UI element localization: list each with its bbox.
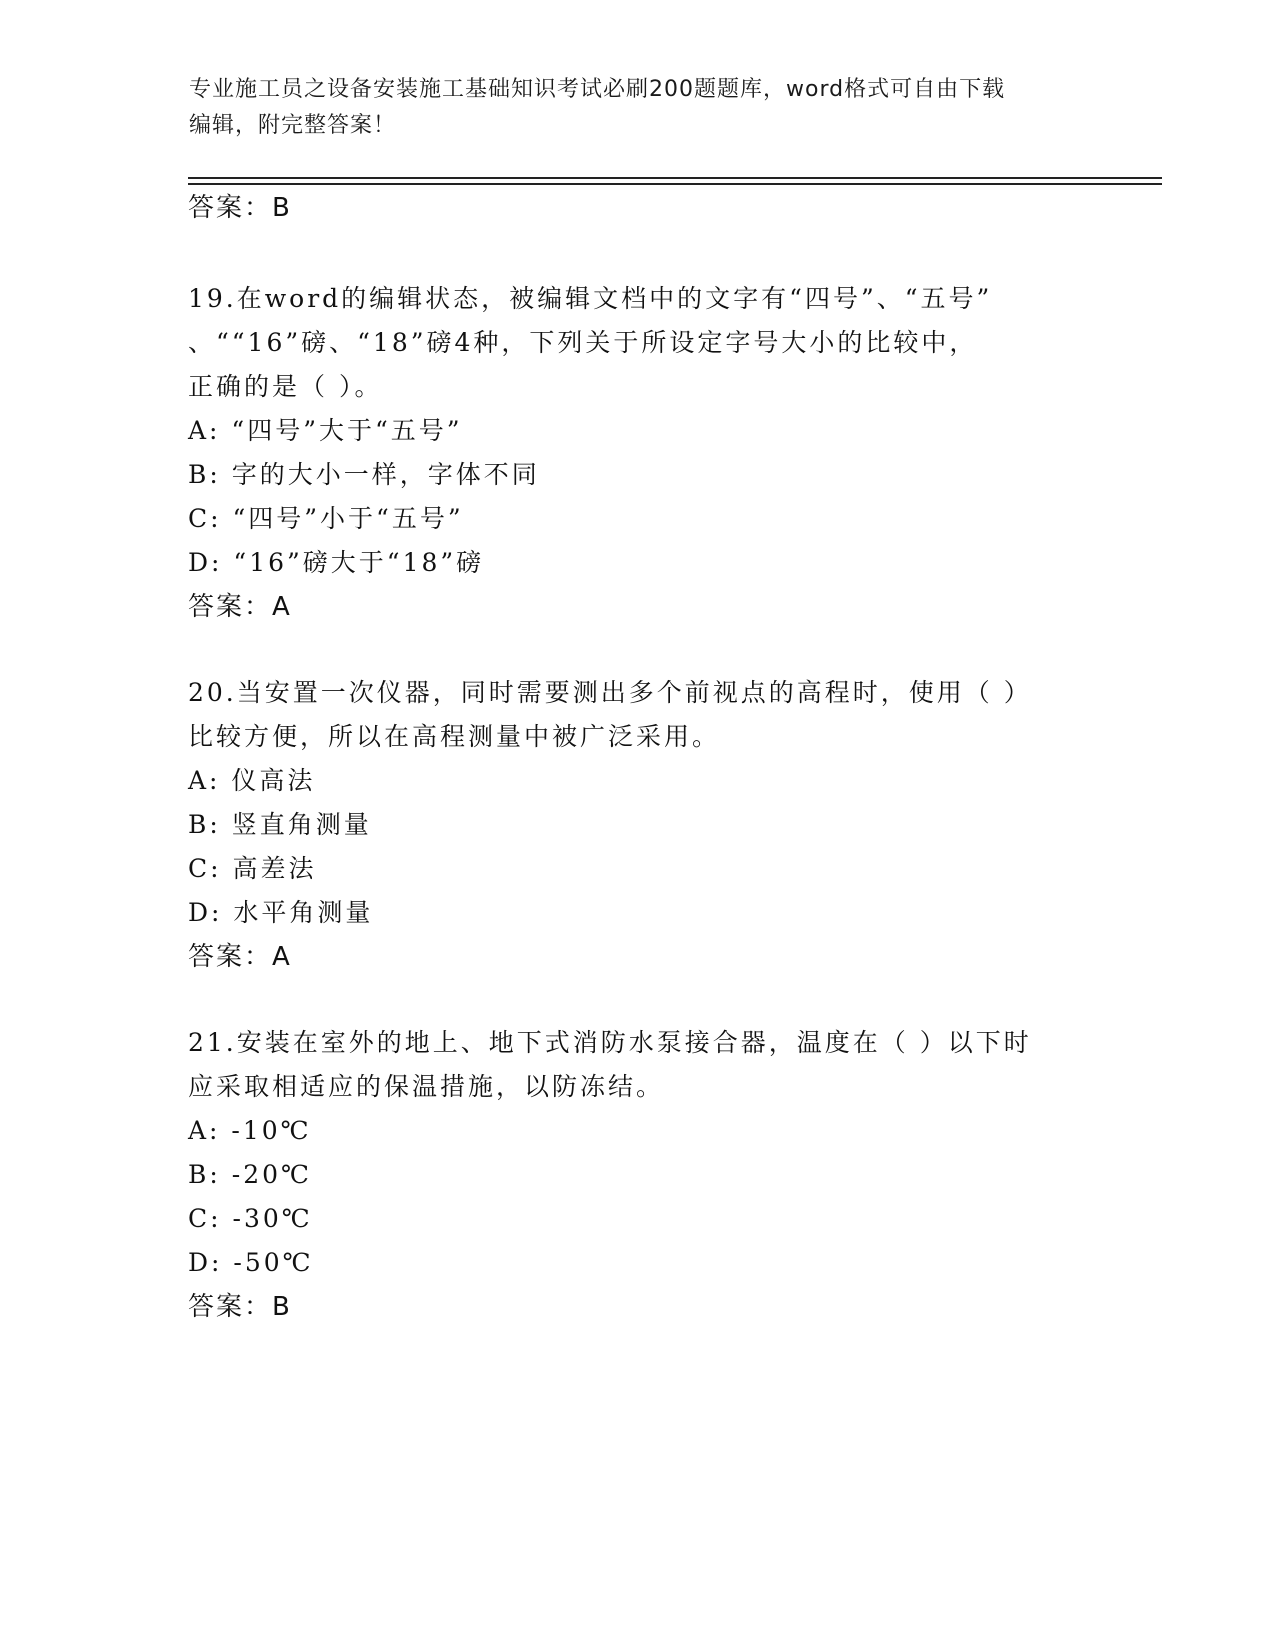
q19-option-a: A: “四号”大于“五号” [188,416,463,445]
header-divider-top [188,177,1162,179]
q19-option-b: B: 字的大小一样，字体不同 [188,460,540,489]
q20-option-c: C: 高差法 [188,854,317,883]
q19-option-c: C: “四号”小于“五号” [188,504,464,533]
document-header [189,72,1069,144]
q21-option-b: B: -20℃ [188,1160,312,1189]
previous-answer: 答案：B [188,193,292,223]
q21-text-line-1: 21.安装在室外的地上、地下式消防水泵接合器，温度在（ ）以下时 [188,1028,1032,1057]
q21-text-line-2: 应采取相适应的保温措施，以防冻结。 [188,1072,665,1101]
q19-text-line-1: 19.在word的编辑状态，被编辑文档中的文字有“四号”、“五号” [188,284,993,313]
q19-option-d: D: “16”磅大于“18”磅 [188,548,485,577]
q20-option-a: A: 仪高法 [188,766,316,795]
q21-option-a: A: -10℃ [188,1116,312,1145]
q21-answer: 答案：B [188,1292,292,1322]
q20-answer: 答案：A [188,942,292,972]
q20-option-b: B: 竖直角测量 [188,810,372,839]
q19-answer: 答案：A [188,592,292,622]
q20-text-line-2: 比较方便，所以在高程测量中被广泛采用。 [188,722,721,751]
q21-option-d: D: -50℃ [188,1248,314,1277]
q21-option-c: C: -30℃ [188,1204,313,1233]
q19-text-line-3: 正确的是（ ）。 [188,372,383,401]
q19-text-line-2: 、““16”磅、“18”磅4种，下列关于所设定字号大小的比较中， [188,328,978,357]
header-line-1: 专业施工员之设备安装施工基础知识考试必刷200题题库，word格式可自由下载 [189,77,1006,102]
header-line-2: 编辑，附完整答案！ [189,113,397,138]
header-divider-bottom [188,183,1162,185]
q20-option-d: D: 水平角测量 [188,898,374,927]
q20-text-line-1: 20.当安置一次仪器，同时需要测出多个前视点的高程时，使用（ ） [188,678,1032,707]
